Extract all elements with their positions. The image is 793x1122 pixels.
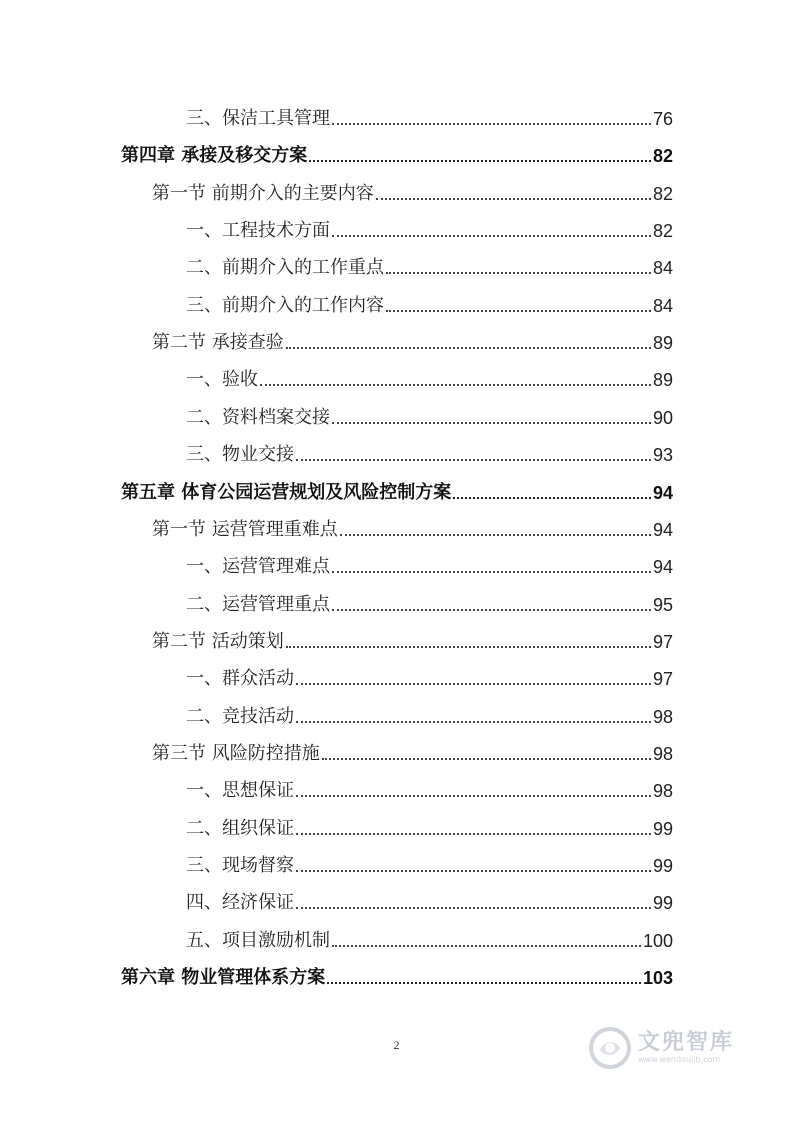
toc-dot-leader <box>296 721 651 723</box>
toc-subsection-entry[interactable] <box>186 666 673 690</box>
toc-entry-page: 94 <box>652 557 673 577</box>
toc-dot-leader <box>322 758 651 760</box>
toc-entry-page: 90 <box>652 408 673 428</box>
toc-dot-leader <box>296 870 651 872</box>
toc-entry-page: 82 <box>652 221 673 241</box>
toc-entry-page: 99 <box>652 819 673 839</box>
toc-dot-leader <box>453 497 651 499</box>
toc-chapter-entry[interactable] <box>121 480 673 504</box>
toc-entry-label: 一、运营管理难点 <box>186 556 330 577</box>
toc-entry-page: 99 <box>652 893 673 913</box>
toc-entry-page: 98 <box>652 707 673 727</box>
toc-subsection-entry[interactable] <box>186 816 673 840</box>
toc-section-entry[interactable] <box>152 629 673 653</box>
toc-entry-label: 二、组织保证 <box>186 818 294 839</box>
toc-chapter-entry[interactable] <box>121 965 673 989</box>
toc-entry-page: 94 <box>652 520 673 540</box>
watermark <box>588 1018 758 1078</box>
toc-entry-label: 第二节 活动策划 <box>152 631 284 652</box>
toc-entry-page: 84 <box>652 296 673 316</box>
toc-entry-label: 一、思想保证 <box>186 780 294 801</box>
toc-dot-leader <box>296 833 651 835</box>
toc-entry-page: 100 <box>642 931 673 951</box>
toc-subsection-entry[interactable] <box>186 367 673 391</box>
toc-dot-leader <box>296 683 651 685</box>
toc-entry-page: 98 <box>652 781 673 801</box>
toc-entry-label: 一、工程技术方面 <box>186 220 330 241</box>
toc-dot-leader <box>260 384 651 386</box>
toc-subsection-entry[interactable] <box>186 592 673 616</box>
page-number: 2 <box>393 1038 400 1052</box>
toc-entry-page: 95 <box>652 595 673 615</box>
toc-dot-leader <box>332 123 651 125</box>
toc-subsection-entry[interactable] <box>186 778 673 802</box>
toc-entry-label: 第一节 运营管理重难点 <box>152 519 338 540</box>
toc-entry-page: 103 <box>642 968 673 988</box>
toc-entry-label: 三、物业交接 <box>186 444 294 465</box>
toc-section-entry[interactable] <box>152 181 673 205</box>
toc-subsection-entry[interactable] <box>186 106 673 130</box>
toc-entry-page: 94 <box>652 483 673 503</box>
toc-dot-leader <box>340 534 651 536</box>
toc-entry-label: 第一节 前期介入的主要内容 <box>152 183 374 204</box>
toc-entry-page: 82 <box>652 146 673 166</box>
toc-section-entry[interactable] <box>152 741 673 765</box>
toc-entry-label: 三、前期介入的工作内容 <box>186 295 384 316</box>
toc-entry-label: 四、经济保证 <box>186 892 294 913</box>
toc-subsection-entry[interactable] <box>186 293 673 317</box>
toc-entry-label: 三、现场督察 <box>186 855 294 876</box>
toc-entry-label: 第三节 风险防控措施 <box>152 743 320 764</box>
toc-entry-page: 76 <box>652 109 673 129</box>
toc-subsection-entry[interactable] <box>186 890 673 914</box>
toc-entry-label: 第二节 承接查验 <box>152 332 284 353</box>
toc-entry-label: 二、资料档案交接 <box>186 407 330 428</box>
toc-dot-leader <box>327 982 641 984</box>
toc-entry-label: 一、群众活动 <box>186 668 294 689</box>
toc-section-entry[interactable] <box>152 330 673 354</box>
toc-dot-leader <box>376 198 651 200</box>
toc-entry-page: 82 <box>652 184 673 204</box>
toc-entry-label: 第五章 体育公园运营规划及风险控制方案 <box>121 482 452 503</box>
toc-subsection-entry[interactable] <box>186 405 673 429</box>
toc-entry-page: 97 <box>652 632 673 652</box>
toc-dot-leader <box>386 310 651 312</box>
toc-entry-label: 二、运营管理重点 <box>186 594 330 615</box>
toc-subsection-entry[interactable] <box>186 255 673 279</box>
toc-entry-label: 三、保洁工具管理 <box>186 108 330 129</box>
toc-dot-leader <box>296 795 651 797</box>
toc-dot-leader <box>286 347 651 349</box>
toc-dot-leader <box>332 422 651 424</box>
toc-entry-label: 二、竞技活动 <box>186 706 294 727</box>
toc-entry-page: 89 <box>652 370 673 390</box>
toc-entry-label: 一、验收 <box>186 369 258 390</box>
wendou-logo-icon <box>588 1026 632 1070</box>
toc-entry-page: 99 <box>652 856 673 876</box>
toc-dot-leader <box>332 609 651 611</box>
toc-entry-label: 五、项目激励机制 <box>186 930 330 951</box>
toc-dot-leader <box>386 272 651 274</box>
toc-entry-page: 84 <box>652 258 673 278</box>
toc-subsection-entry[interactable] <box>186 554 673 578</box>
toc-dot-leader <box>286 646 651 648</box>
toc-dot-leader <box>296 907 651 909</box>
toc-entry-page: 93 <box>652 445 673 465</box>
toc-entry-page: 89 <box>652 333 673 353</box>
toc-subsection-entry[interactable] <box>186 928 673 952</box>
toc-section-entry[interactable] <box>152 517 673 541</box>
watermark-title: 文兜智库 <box>638 1030 735 1055</box>
toc-subsection-entry[interactable] <box>186 853 673 877</box>
toc-chapter-entry[interactable] <box>121 143 673 167</box>
toc-subsection-entry[interactable] <box>186 218 673 242</box>
toc-dot-leader <box>296 459 651 461</box>
toc-entry-label: 第四章 承接及移交方案 <box>121 145 308 166</box>
toc-entry-label: 第六章 物业管理体系方案 <box>121 967 326 988</box>
toc-subsection-entry[interactable] <box>186 704 673 728</box>
toc-dot-leader <box>309 160 651 162</box>
toc-entry-page: 98 <box>652 744 673 764</box>
toc-subsection-entry[interactable] <box>186 442 673 466</box>
toc-dot-leader <box>332 571 651 573</box>
toc-dot-leader <box>332 235 651 237</box>
toc-dot-leader <box>332 945 641 947</box>
toc-entry-page: 97 <box>652 669 673 689</box>
watermark-url: www.wendoulib.com <box>638 1055 721 1064</box>
toc-entry-label: 二、前期介入的工作重点 <box>186 257 384 278</box>
